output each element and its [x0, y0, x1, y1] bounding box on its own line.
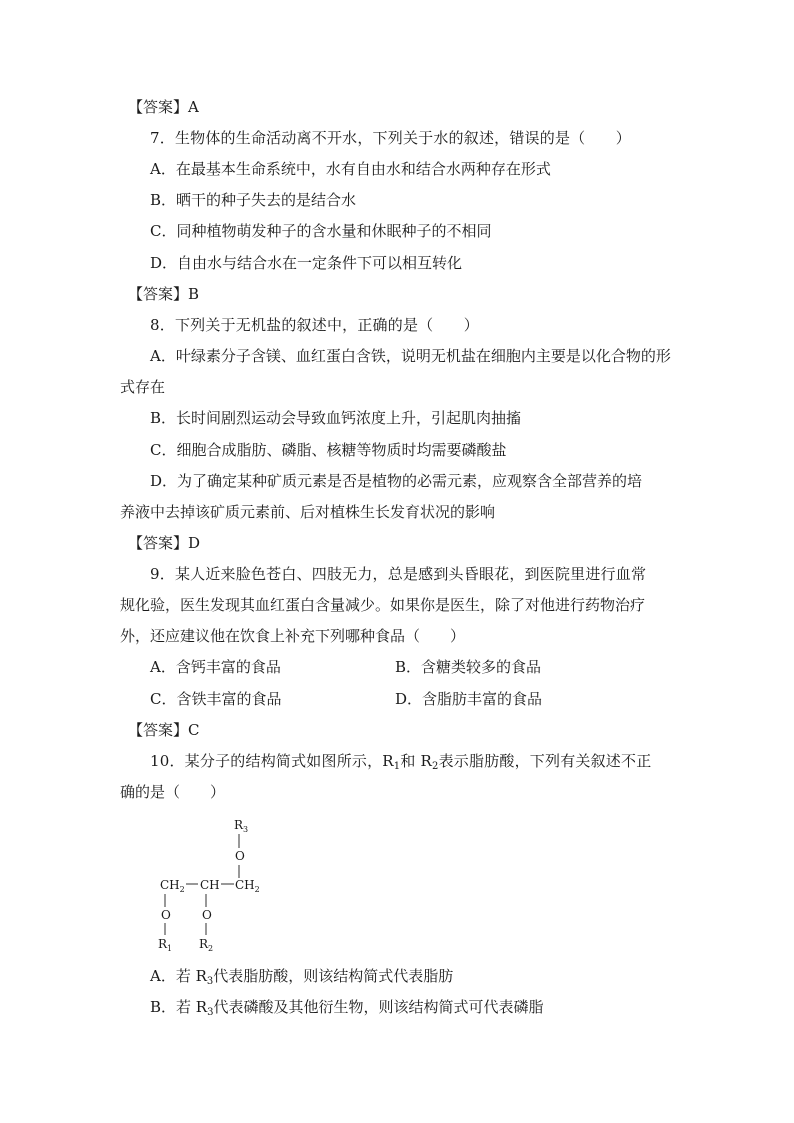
option-9a: A．含钙丰富的食品 — [150, 658, 281, 676]
option-8a: A．叶绿素分子含镁、血红蛋白含铁，说明无机盐在细胞内主要是以化合物的形 — [150, 347, 671, 365]
option-7a: A．在最基本生命系统中，水有自由水和结合水两种存在形式 — [150, 160, 551, 178]
option-7b: B．晒干的种子失去的是结合水 — [150, 191, 357, 209]
option-9c: C．含铁丰富的食品 — [150, 690, 282, 708]
answer-label: 【答案】B — [128, 285, 200, 303]
answer-label: 【答案】C — [128, 721, 200, 739]
option-8c: C．细胞合成脂肪、磷脂、核糖等物质时均需要磷酸盐 — [150, 441, 507, 459]
question-10-cont: 确的是（ ） — [120, 783, 226, 801]
question-7: 7．生物体的生命活动离不开水，下列关于水的叙述，错误的是（ ） — [150, 129, 631, 147]
ch2-right-label: $CH_2$ — [235, 878, 260, 894]
o-top-label: O — [235, 849, 245, 863]
option-8d: D．为了确定某种矿质元素是否是植物的必需元素，应观察含全部营养的培 — [150, 472, 643, 490]
question-10: 10．某分子的结构简式如图所示，$R_1$和 $R_2$表示脂肪酸，下列有关叙述不正 — [150, 752, 652, 772]
r2-label: $R_2$ — [199, 937, 214, 953]
option-8d-cont: 养液中去掉该矿质元素前、后对植株生长发育状况的影响 — [120, 503, 496, 521]
option-7c: C．同种植物萌发种子的含水量和休眠种子的不相同 — [150, 222, 492, 240]
o-mid-label: O — [202, 908, 212, 922]
option-10b: B．若 $R_3$代表磷酸及其他衍生物，则该结构简式可代表磷脂 — [150, 998, 544, 1018]
option-9d: D．含脂肪丰富的食品 — [395, 690, 543, 708]
r3-label: $R_3$ — [234, 818, 249, 834]
answer-label: 【答案】D — [128, 534, 201, 552]
option-8a-cont: 式存在 — [120, 378, 166, 396]
glycerol-structure-diagram — [150, 815, 280, 955]
r1-label: $R_1$ — [158, 937, 173, 953]
question-9-cont: 规化验，医生发现其血红蛋白含量减少。如果你是医生，除了对他进行药物治疗 — [120, 596, 646, 614]
ch-label: CH — [200, 878, 220, 892]
question-9: 9．某人近来脸色苍白、四肢无力，总是感到头昏眼花，到医院里进行血常 — [150, 565, 647, 583]
option-8b: B．长时间剧烈运动会导致血钙浓度上升，引起肌肉抽搐 — [150, 409, 522, 427]
o-left-label: O — [161, 908, 171, 922]
ch2-left-label: $CH_2$ — [160, 878, 185, 894]
option-10a: A．若 $R_3$代表脂肪酸，则该结构简式代表脂肪 — [150, 967, 454, 987]
question-8: 8．下列关于无机盐的叙述中，正确的是（ ） — [150, 316, 479, 334]
answer-label: 【答案】A — [128, 98, 199, 116]
option-7d: D．自由水与结合水在一定条件下可以相互转化 — [150, 254, 463, 272]
question-9-cont: 外，还应建议他在饮食上补充下列哪种食品（ ） — [120, 627, 466, 645]
option-9b: B．含糖类较多的食品 — [395, 658, 542, 676]
